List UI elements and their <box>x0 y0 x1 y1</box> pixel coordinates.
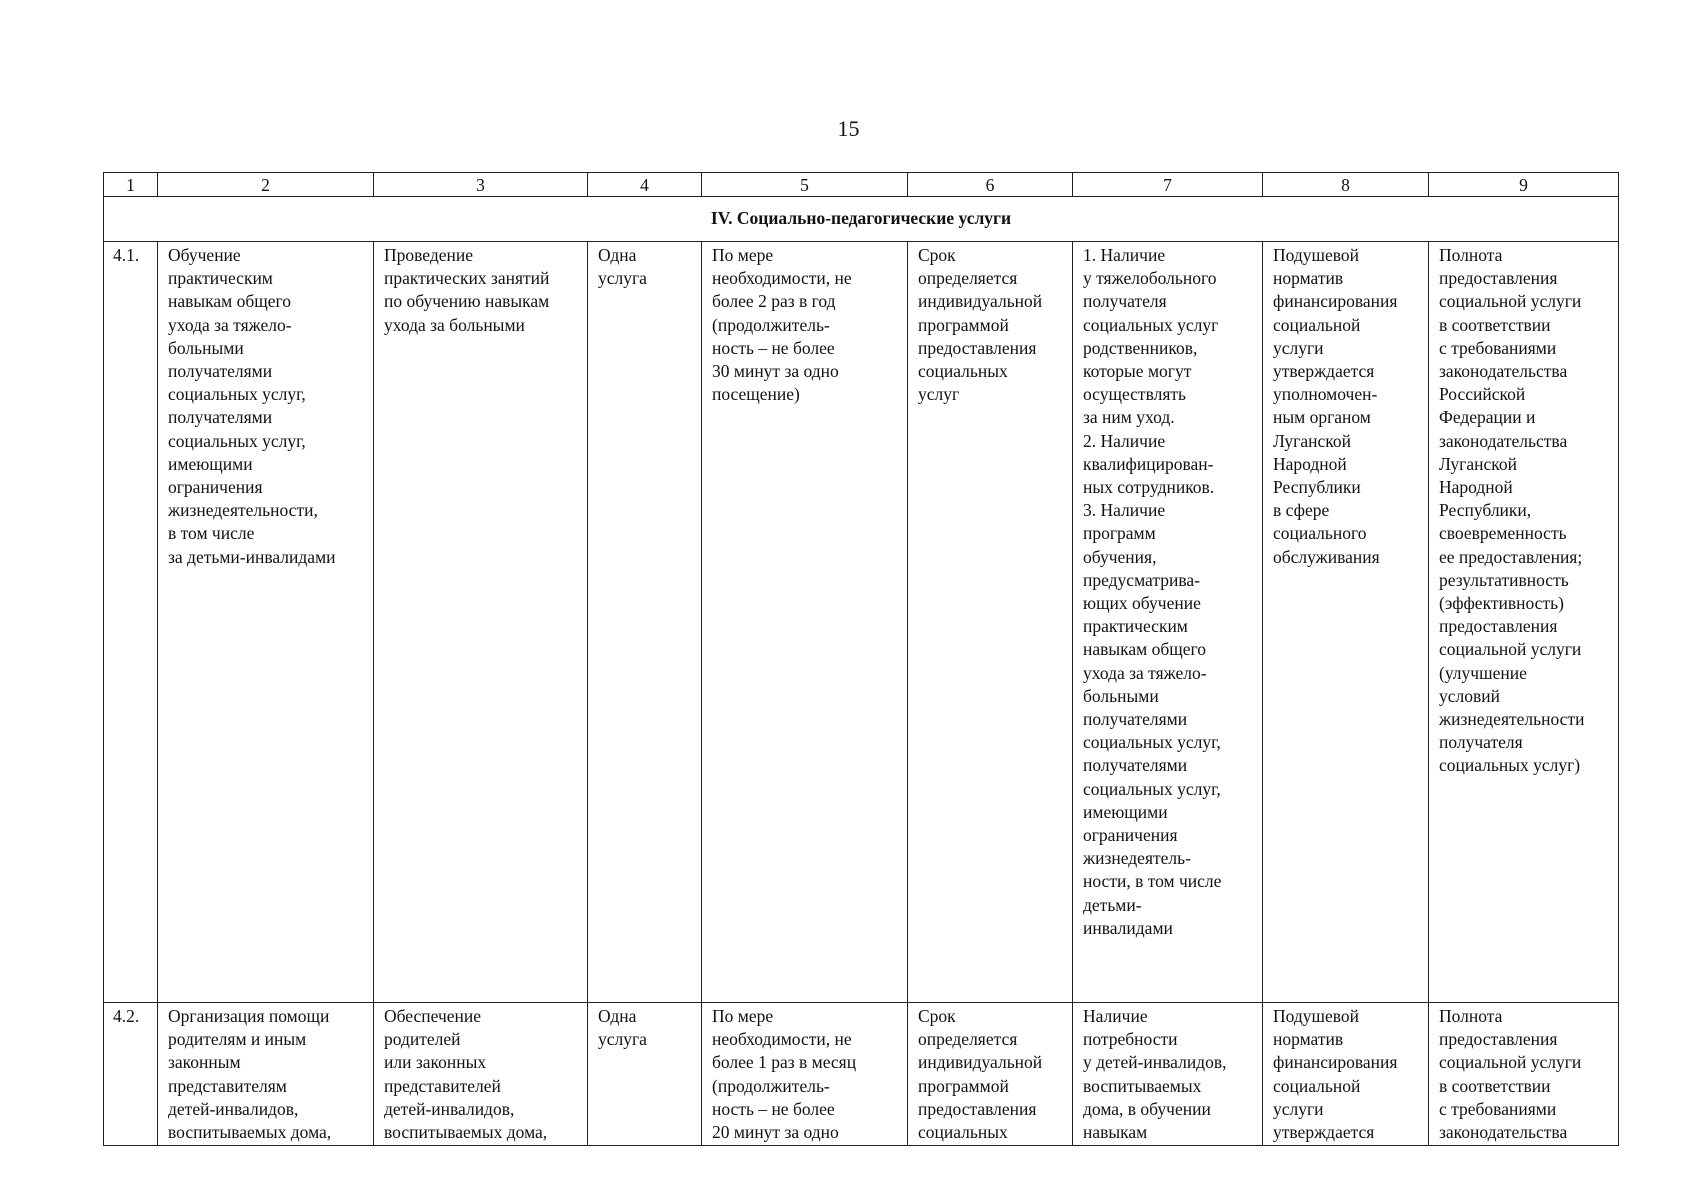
financing-cell: Подушевой норматив финансирования социальной услуги утверждается уполномочен- ным органом Луганской Народной Республики в сфере социального обслуживания <box>1263 242 1429 1003</box>
column-number: 9 <box>1429 173 1619 197</box>
column-number: 2 <box>158 173 374 197</box>
service-description-cell: Обеспечение родителей или законных представителей детей-инвалидов, воспитываемых дома, <box>374 1003 588 1146</box>
unit-cell: Одна услуга <box>588 1003 702 1146</box>
column-number: 5 <box>702 173 908 197</box>
column-number: 7 <box>1073 173 1263 197</box>
table-row <box>104 242 1619 1003</box>
column-number: 3 <box>374 173 588 197</box>
financing-cell: Подушевой норматив финансирования социальной услуги утверждается <box>1263 1003 1429 1146</box>
unit-cell: Одна услуга <box>588 242 702 1003</box>
term-cell: Срок определяется индивидуальной программой предоставления социальных услуг <box>908 242 1073 1003</box>
frequency-cell: По мере необходимости, не более 1 раз в месяц (продолжитель- ность – не более 20 минут за одно <box>702 1003 908 1146</box>
term-cell: Срок определяется индивидуальной программой предоставления социальных <box>908 1003 1073 1146</box>
row-number-cell: 4.2. <box>104 1003 158 1146</box>
quality-criteria-cell: Полнота предоставления социальной услуги в соответствии с требованиями законодательства Российской Федерации и законодательства Луганской Народной Республики, своевременность ее предоставления; результативность (эффективность) предоставления социальной услуги (улучшение условий жизнедеятельности получателя социальных услуг) <box>1429 242 1619 1003</box>
conditions-cell: 1. Наличие у тяжелобольного получателя социальных услуг родственников, которые могут осуществлять за ним уход. 2. Наличие квалифицирован- ных сотрудников. 3. Наличие программ обучения, предусматрива- ющих обучение практическим навыкам общего ухода за тяжело- больными получателями социальных услуг, получателями социальных услуг, имеющими ограничения жизнедеятель- ности, в том числе детьми- инвалидами <box>1073 242 1263 1003</box>
section-title: IV. Социально-педагогические услуги <box>104 197 1619 242</box>
table-row <box>104 1003 1619 1146</box>
column-number: 4 <box>588 173 702 197</box>
service-name-cell: Обучение практическим навыкам общего ухода за тяжело- больными получателями социальных услуг, получателями социальных услуг, имеющими ограничения жизнедеятельности, в том числе за детьми-инвалидами <box>158 242 374 1003</box>
column-number: 1 <box>104 173 158 197</box>
frequency-cell: По мере необходимости, не более 2 раз в год (продолжитель- ность – не более 30 минут за одно посещение) <box>702 242 908 1003</box>
column-number-row <box>104 173 1619 197</box>
conditions-cell: Наличие потребности у детей-инвалидов, воспитываемых дома, в обучении навыкам <box>1073 1003 1263 1146</box>
column-number: 6 <box>908 173 1073 197</box>
service-description-cell: Проведение практических занятий по обучению навыкам ухода за больными <box>374 242 588 1003</box>
column-number: 8 <box>1263 173 1429 197</box>
section-heading-row <box>104 197 1619 242</box>
services-table <box>103 172 1619 1146</box>
service-name-cell: Организация помощи родителям и иным законным представителям детей-инвалидов, воспитываемых дома, <box>158 1003 374 1146</box>
quality-criteria-cell: Полнота предоставления социальной услуги в соответствии с требованиями законодательства <box>1429 1003 1619 1146</box>
row-number-cell: 4.1. <box>104 242 158 1003</box>
page-number: 15 <box>837 116 860 141</box>
